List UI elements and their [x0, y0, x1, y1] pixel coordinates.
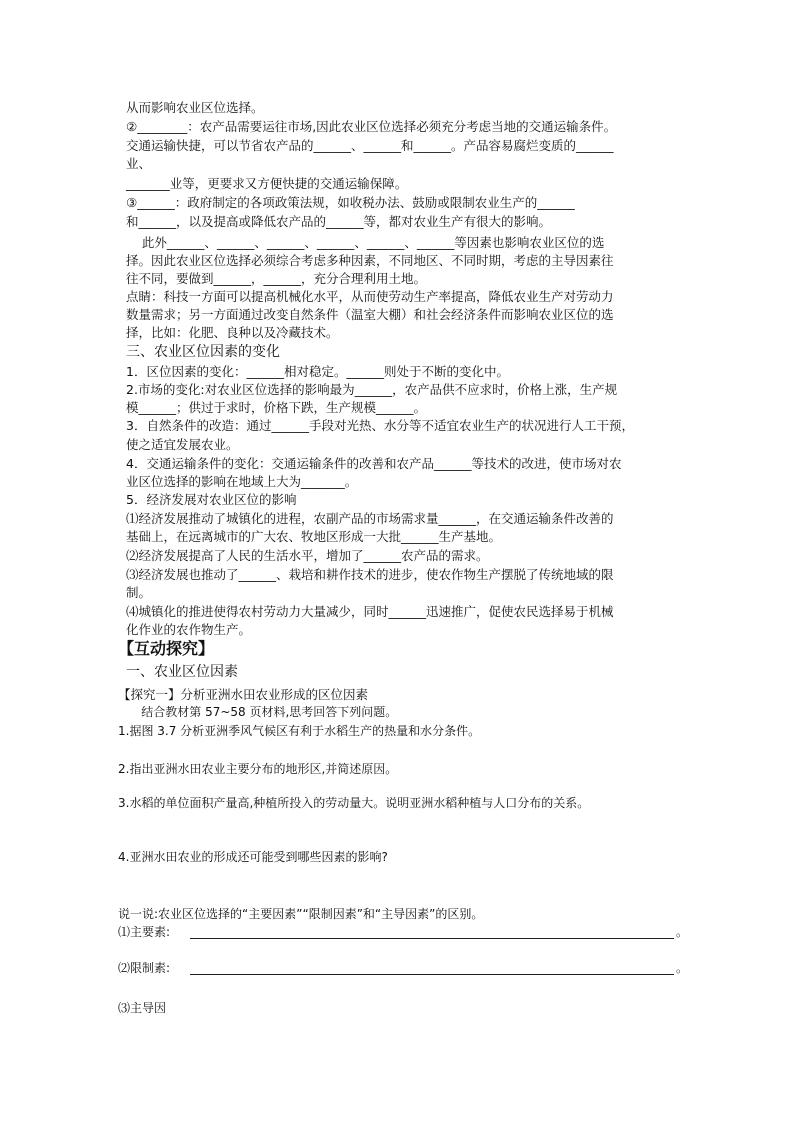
text-line: 业区位选择的影响在地域上大为_______。: [126, 474, 358, 489]
period-mark: 。: [676, 961, 689, 975]
text-line: 往不同，要做到______，______，充分合理利用土地。: [126, 271, 427, 286]
text-line: ③______：政府制定的各项政策法规，如收税办法、鼓励或限制农业生产的______: [126, 195, 575, 210]
text-line: ②________：农产品需要运往市场,因此农业区位选择必须充分考虑当地的交通运输条件。: [126, 119, 617, 134]
question-1: 1.据图 3.7 分析亚洲季风气候区有利于水稻生产的热量和水分条件。: [118, 724, 481, 738]
question-3: 3.水稻的单位面积产量高,种植所投入的劳动量大。说明亚洲水稻种植与人口分布的关系。: [118, 796, 590, 810]
question-2: 2.指出亚洲水田农业主要分布的地形区,并简述原因。: [118, 762, 398, 776]
explore-title: 【探究一】分析亚洲水田农业形成的区位因素: [118, 687, 369, 702]
text-line: 使之适宜发展农业。: [126, 437, 239, 452]
text-line: ⑴经济发展推动了城镇化的进程，农副产品的市场需求量______，在交通运输条件改善的: [126, 511, 614, 526]
text-line: 此外______、______、______、______、______、______等因素也影响农业区位的选: [126, 235, 605, 250]
text-line: 交通运输快捷，可以节省农产品的______、______和______。产品容易腐烂变质的______: [126, 138, 614, 153]
text-line: 制。: [126, 585, 152, 600]
text-line: 3．自然条件的改造：通过______手段对光热、水分等不适宜农业生产的状况进行人工干预，: [126, 418, 634, 433]
text-line: 基础上，在远离城市的广大农、牧地区形成一大批______生产基地。: [126, 529, 502, 544]
text-line: ⑶经济发展也推动了______、栽培和耕作技术的进步，使农作物生产摆脱了传统地域的限: [126, 567, 614, 582]
main-factor-label: ⑴主要素:: [118, 925, 171, 939]
sub-heading: 一、农业区位因素: [126, 664, 238, 680]
say-prompt: 说一说:农业区位选择的“主要因素”“限制因素”和“主导因素”的区别。: [118, 907, 484, 921]
limit-factor-label: ⑵限制素:: [118, 961, 171, 975]
text-line: ⑵经济发展提高了人民的生活水平，增加了______农产品的需求。: [126, 548, 489, 563]
text-line: 择。因此农业区位选择必须综合考虑多种因素，不同地区、不同时期，考虑的主导因素往: [126, 253, 614, 268]
text-line: 2.市场的变化:对农业区位选择的影响最为______，农产品供不应求时，价格上涨，生产规: [126, 382, 618, 397]
text-line: 模______；供过于求时，价格下跌，生产规模______。: [126, 400, 427, 415]
text-line: 和______，以及提高或降低农产品的______等，都对农业生产有很大的影响。: [126, 214, 552, 229]
text-line: 4．交通运输条件的变化：交通运输条件的改善和农产品______等技术的改进，使市场对农: [126, 456, 622, 471]
text-line: 5．经济发展对农业区位的影响: [126, 492, 297, 507]
text-line: 点睛：科技一方面可以提高机械化水平，从而使劳动生产率提高，降低农业生产对劳动力: [126, 289, 614, 304]
explore-intro: 结合教材第 57~58 页材料,思考回答下列问题。: [126, 705, 398, 719]
text-line: 择，比如：化肥、良种以及冷藏技术。: [126, 325, 339, 340]
text-line: 从而影响农业区位选择。: [126, 100, 264, 115]
text-line: 1．区位因素的变化：______相对稳定。______则处于不断的变化中。: [126, 364, 509, 379]
section-heading: 三、农业区位因素的变化: [126, 344, 280, 360]
main-factor-answer-line: [190, 938, 674, 939]
text-line: 数量需求；另一方面通过改变自然条件（温室大棚）和社会经济条件而影响农业区位的选: [126, 307, 614, 322]
text-line: _______业等，更要求又方便快捷的交通运输保障。: [126, 176, 408, 191]
lead-factor-label: ⑶主导因: [118, 1001, 167, 1015]
limit-factor-answer-line: [190, 974, 674, 975]
text-line: 业、: [126, 156, 152, 171]
question-4: 4.亚洲水田农业的形成还可能受到哪些因素的影响?: [118, 850, 388, 864]
period-mark: 。: [676, 925, 689, 939]
text-line: ⑷城镇化的推进使得农村劳动力大量减少，同时______迅速推广，促使农民选择易于机械: [126, 604, 614, 619]
text-line: 化作业的农作物生产。: [126, 622, 252, 637]
section-title-interactive: 【互动探究】: [118, 639, 215, 658]
